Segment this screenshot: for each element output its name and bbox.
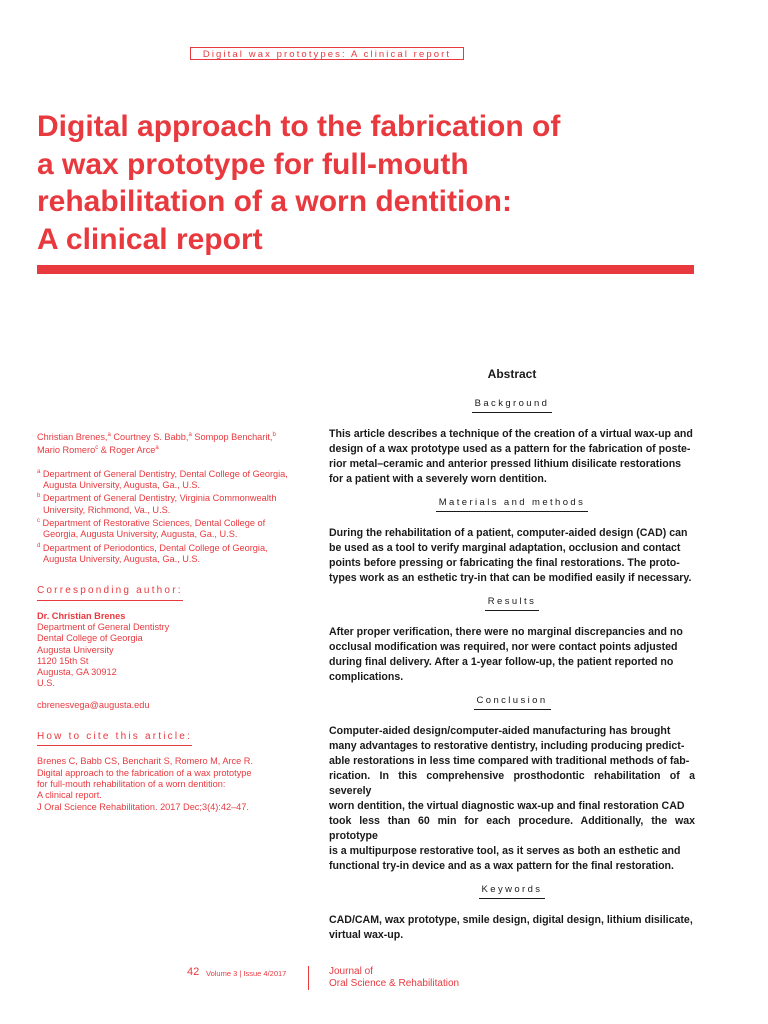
author-text: & Roger Arce — [98, 445, 156, 456]
author-text: Courtney S. Babb, — [110, 432, 189, 443]
corresponding-author-heading: Corresponding author: — [37, 585, 183, 600]
affil-mark: b — [272, 432, 276, 438]
results-heading: Results — [485, 596, 539, 611]
text-line: complications. — [329, 671, 404, 683]
citation-line: A clinical report. — [37, 790, 102, 801]
affil-mark: a — [155, 445, 159, 452]
affiliation-text: Department of Restorative Sciences, Dental College of Georgia, Augusta University, Augusta, Ga., U.S. — [40, 518, 266, 540]
text-line: This article describes a technique of the creation of a virtual wax-up and — [329, 428, 693, 440]
affiliation-item — [37, 516, 297, 541]
text-line: CAD/CAM, wax prototype, smile design, digital design, lithium disilicate, — [329, 914, 693, 926]
author-text: Sompop Bencharit, — [191, 432, 273, 443]
materials-methods-text — [329, 526, 695, 586]
affil-mark: c — [95, 445, 99, 452]
affiliation-item — [37, 491, 297, 516]
corresponding-author-name: Dr. Christian Brenes — [37, 610, 126, 621]
text-line: After proper verification, there were no marginal discrepancies and no — [329, 626, 683, 638]
citation-line: J Oral Science Rehabilitation. 2017 Dec;3(4):42–47. — [37, 801, 249, 812]
affiliation-item — [37, 467, 297, 492]
affil-mark: c — [37, 518, 40, 525]
title-line: rehabilitation of a worn dentition: — [37, 185, 512, 218]
abstract-title: Abstract — [487, 367, 537, 381]
text-line: during final delivery. After a 1-year follow-up, the patient reported no — [329, 656, 674, 668]
affiliation-text: Department of Periodontics, Dental College of Georgia, Augusta University, Augusta, Ga., U.S. — [40, 542, 268, 565]
materials-methods-heading: Materials and methods — [436, 497, 589, 512]
text-line: Computer-aided design/computer-aided manufacturing has brought — [329, 725, 671, 737]
text-line: types work as an esthetic try-in that can be modified easily if necessary. — [329, 572, 692, 584]
citation-line: Digital approach to the fabrication of a wax prototype — [37, 767, 252, 778]
conclusion-text — [329, 724, 695, 874]
journal-name — [329, 966, 459, 990]
text-line: for a patient with a severely worn dentition. — [329, 473, 547, 485]
journal-line: Oral Science & Rehabilitation — [329, 978, 460, 989]
text-line: rior metal–ceramic and anterior pressed lithium disilicate restorations — [329, 458, 682, 470]
address-line: 1120 15th St — [37, 655, 89, 666]
author-column — [37, 430, 297, 813]
title-rule — [37, 265, 694, 274]
address-line: Dental College of Georgia — [37, 633, 143, 644]
affil-mark: b — [37, 493, 41, 500]
abstract-column — [329, 367, 695, 951]
affiliation-text: Department of General Dentistry, Dental College of Georgia, Augusta University, Augusta, Ga., U.S. — [40, 468, 288, 491]
text-line: functional try-in device and as a wax pattern for the final restoration. — [329, 860, 674, 872]
text-line: worn dentition, the virtual diagnostic wax-up and final restoration CAD — [329, 800, 685, 812]
keywords-heading: Keywords — [479, 884, 546, 899]
volume-issue: Volume 3 | Issue 4/2017 — [206, 969, 287, 978]
text-line: took less than 60 min for each procedure. Additionally, the wax prototype — [329, 815, 695, 842]
page-number: 42 — [187, 966, 200, 978]
address-line: Augusta, GA 30912 — [37, 667, 117, 678]
footer-divider — [308, 966, 309, 990]
page-footer — [0, 966, 768, 996]
journal-line: Journal of — [329, 966, 373, 977]
keywords-text — [329, 913, 695, 943]
title-line: a wax prototype for full-mouth — [37, 147, 469, 181]
author-text: Mario Romero — [37, 445, 96, 456]
results-text — [329, 625, 695, 685]
running-head: Digital wax prototypes: A clinical report — [190, 47, 464, 60]
corresponding-email-link[interactable]: cbrenesvega@augusta.edu — [37, 699, 150, 710]
title-line: Digital approach to the fabrication of — [37, 110, 561, 143]
text-line: During the rehabilitation of a patient, computer-aided design (CAD) can — [329, 527, 688, 539]
citation-line: Brenes C, Babb CS, Bencharit S, Romero M, Arce R. — [37, 756, 253, 767]
citation-text — [37, 756, 297, 812]
citation-line: for full-mouth rehabilitation of a worn dentition: — [37, 778, 226, 789]
text-line: occlusal modification was required, nor were contact points adjusted — [329, 641, 678, 653]
corresponding-address — [37, 622, 297, 690]
author-list — [37, 430, 297, 457]
conclusion-heading: Conclusion — [474, 695, 551, 710]
text-line: be used as a tool to verify marginal adaptation, occlusion and contact — [329, 542, 681, 554]
author-text: Christian Brenes, — [37, 432, 108, 443]
text-line: virtual wax-up. — [329, 929, 404, 941]
affiliation-item — [37, 541, 297, 566]
text-line: able restorations in less time compared with traditional methods of fab- — [329, 755, 690, 767]
title-line: A clinical report — [37, 222, 263, 256]
background-heading: Background — [472, 398, 553, 413]
address-line: Department of General Dentistry — [37, 621, 170, 632]
how-to-cite-heading: How to cite this article: — [37, 731, 192, 746]
article-title — [37, 108, 717, 258]
background-text — [329, 427, 695, 487]
affil-mark: a — [188, 432, 192, 438]
address-line: Augusta University — [37, 644, 114, 655]
affil-mark: d — [37, 542, 41, 549]
text-line: points before pressing or fabricating the final restorations. The proto- — [329, 557, 680, 569]
affil-mark: a — [107, 432, 111, 438]
affiliation-text: Department of General Dentistry, Virginia Commonwealth University, Richmond, Va., U.S. — [40, 493, 277, 515]
text-line: rication. In this comprehensive prosthodontic rehabilitation of a severely — [329, 770, 695, 797]
affil-mark: a — [37, 468, 41, 475]
text-line: design of a wax prototype used as a pattern for the fabrication of poste- — [329, 443, 691, 455]
address-line: U.S. — [37, 678, 55, 689]
text-line: many advantages to restorative dentistry, including producing predict- — [329, 740, 685, 752]
text-line: is a multipurpose restorative tool, as it serves as both an esthetic and — [329, 845, 681, 857]
affiliation-list — [37, 467, 297, 566]
